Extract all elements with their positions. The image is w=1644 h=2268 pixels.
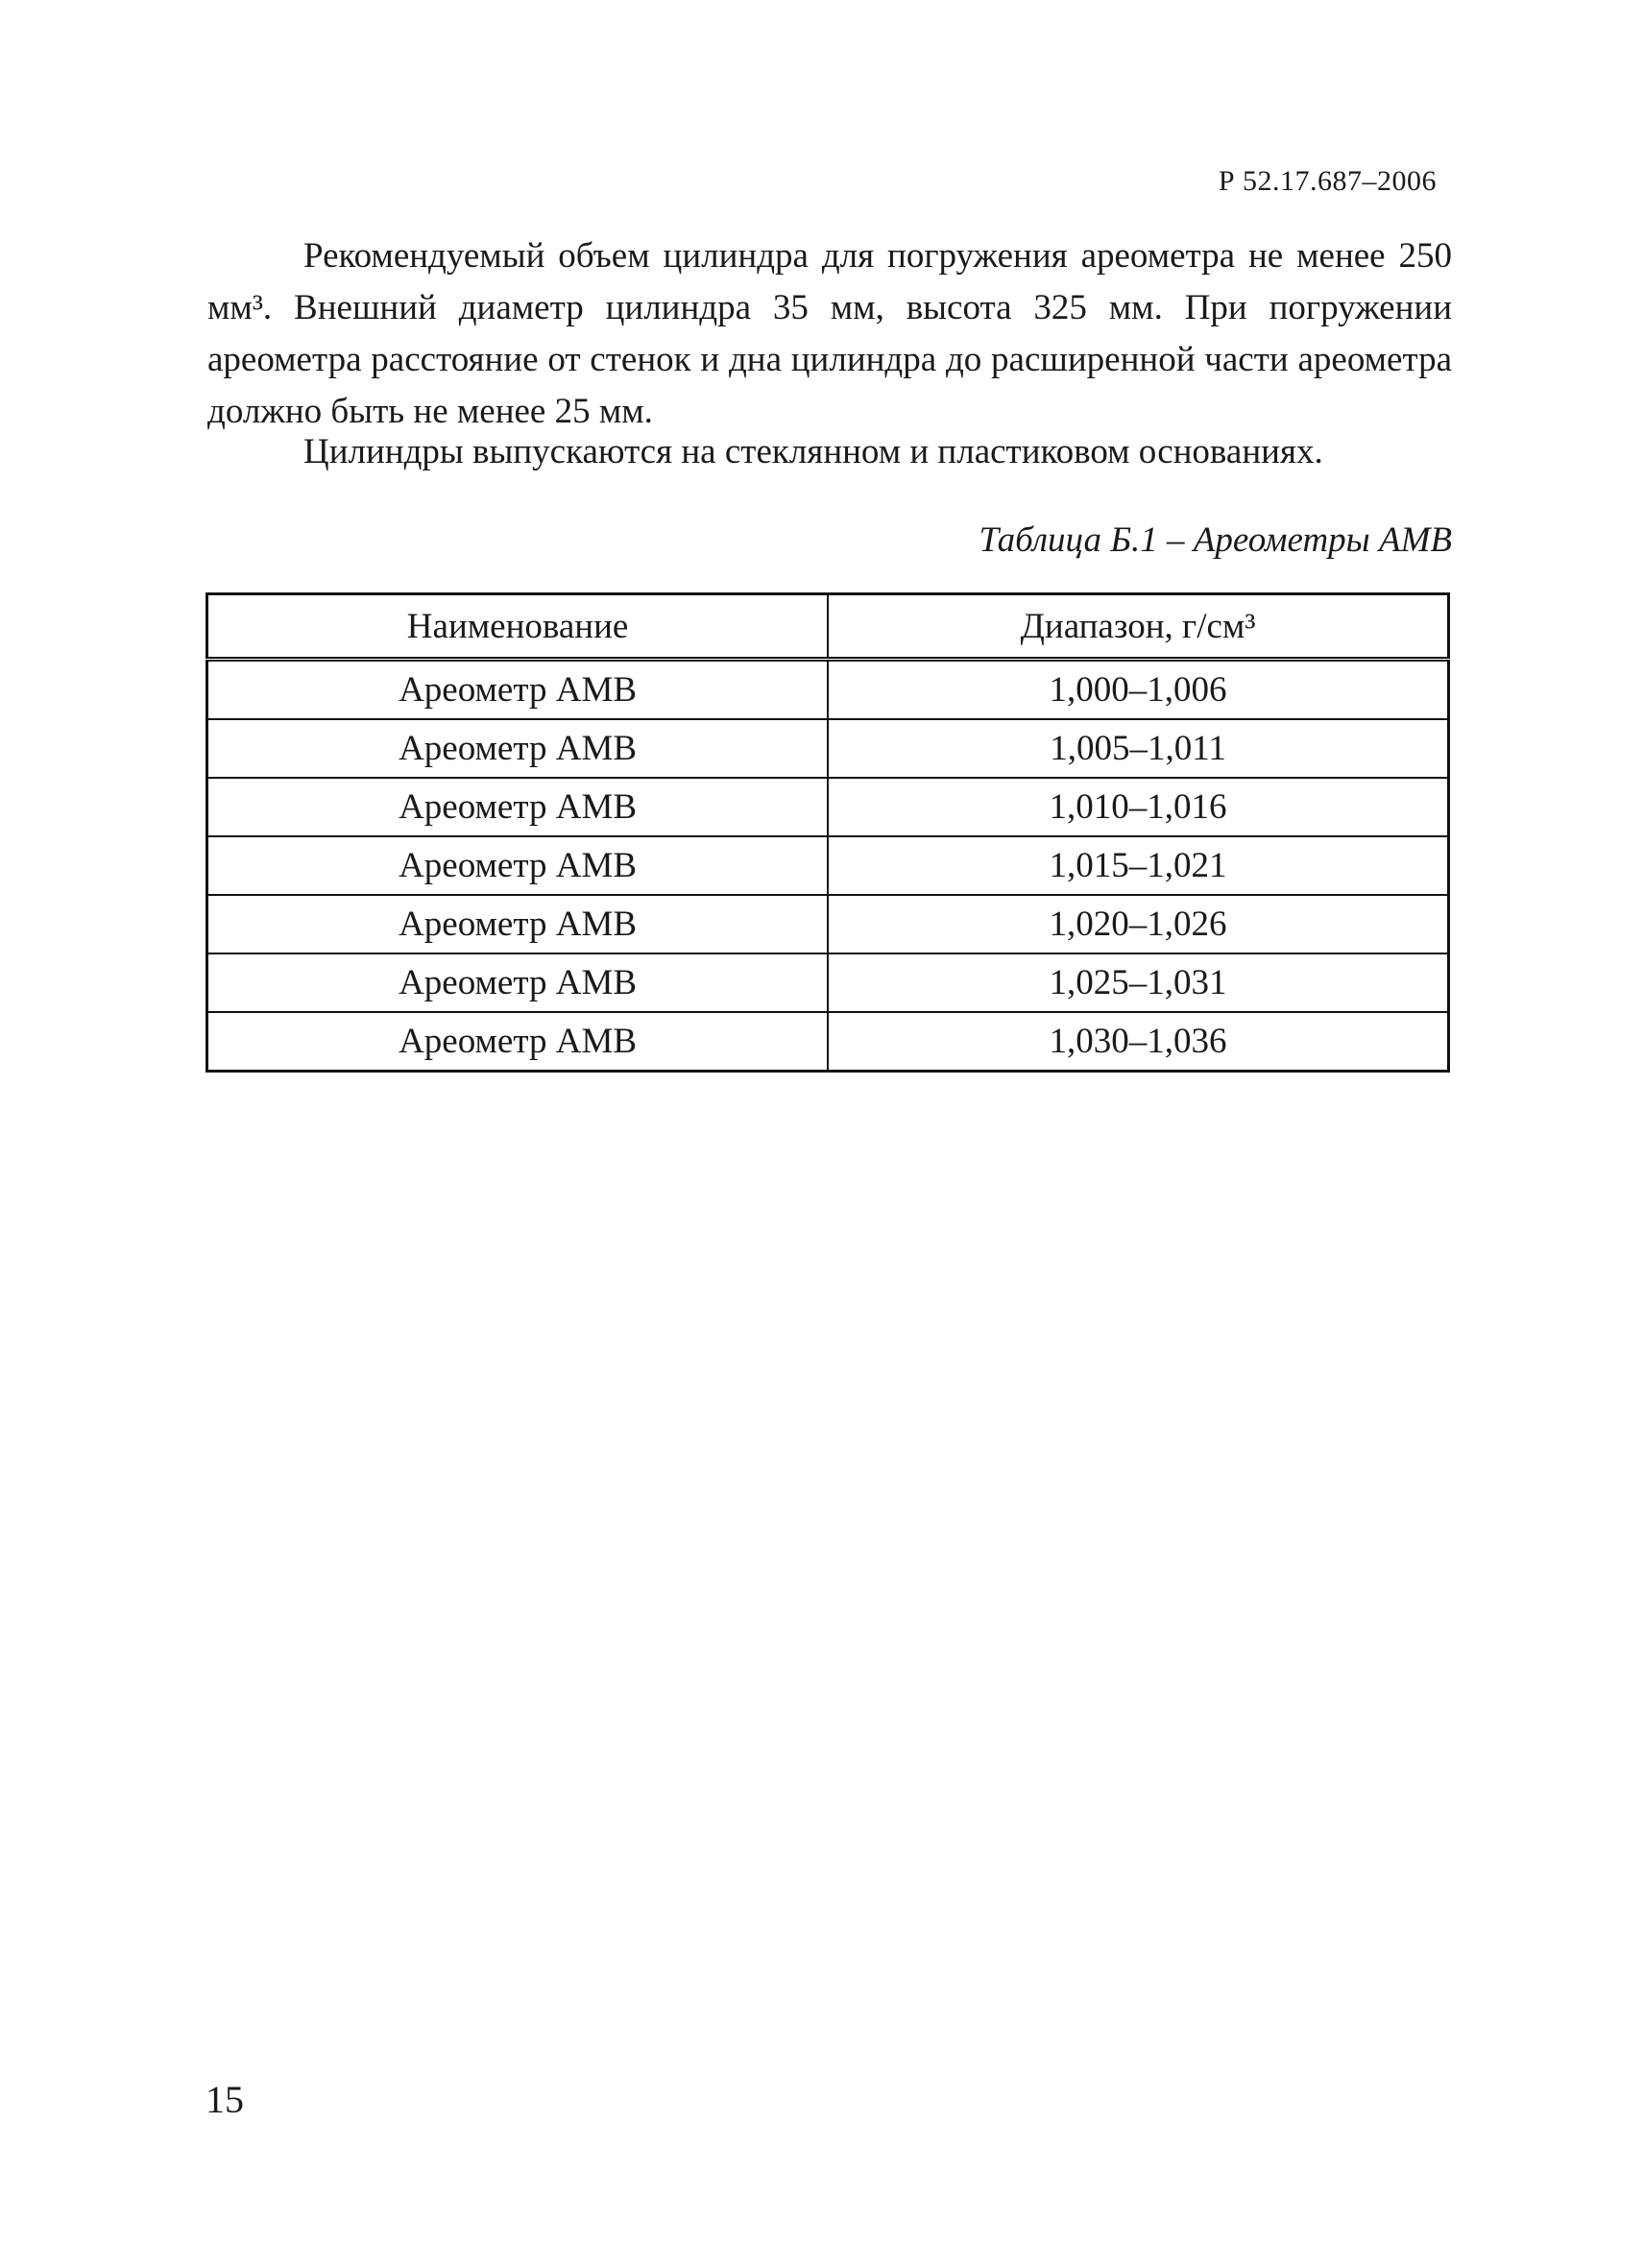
header-range: Диапазон, г/см³ [828, 594, 1448, 660]
cell-range: 1,030–1,036 [828, 1012, 1448, 1072]
table-row [207, 953, 1449, 1012]
paragraph-cylinder-volume: Рекомендуемый объем цилиндра для погружения ареометра не менее 250 мм³. Внешний диаметр цилиндра 35 мм, высота 325 мм. При погружении ареометра расстояние от стенок и дна цилиндра до расширенной части ареометра должно быть не менее 25 мм. [207, 236, 1452, 431]
table-caption: Таблица Б.1 – Ареометры АМВ [979, 520, 1452, 560]
table-row [207, 719, 1449, 778]
cell-range: 1,015–1,021 [828, 836, 1448, 895]
cell-name: Ареометр АМВ [207, 1012, 829, 1072]
hydrometer-table [206, 592, 1450, 1073]
table-header-row [207, 594, 1449, 660]
table-row [207, 660, 1449, 720]
paragraph-cylinder-bases: Цилиндры выпускаются на стеклянном и пластиковом основаниях. [303, 432, 1323, 471]
table-row [207, 836, 1449, 895]
cell-name: Ареометр АМВ [207, 836, 829, 895]
cell-range: 1,000–1,006 [828, 660, 1448, 720]
cell-name: Ареометр АМВ [207, 660, 829, 720]
table-row [207, 895, 1449, 953]
cell-range: 1,005–1,011 [828, 719, 1448, 778]
cell-range: 1,020–1,026 [828, 895, 1448, 953]
cell-range: 1,025–1,031 [828, 953, 1448, 1012]
table-row [207, 1012, 1449, 1072]
cell-name: Ареометр АМВ [207, 778, 829, 836]
cell-name: Ареометр АМВ [207, 953, 829, 1012]
cell-name: Ареометр АМВ [207, 719, 829, 778]
table-row [207, 778, 1449, 836]
header-name: Наименование [207, 594, 829, 660]
cell-name: Ареометр АМВ [207, 895, 829, 953]
document-code: Р 52.17.687–2006 [1218, 165, 1437, 197]
page-number: 15 [206, 2078, 244, 2121]
cell-range: 1,010–1,016 [828, 778, 1448, 836]
